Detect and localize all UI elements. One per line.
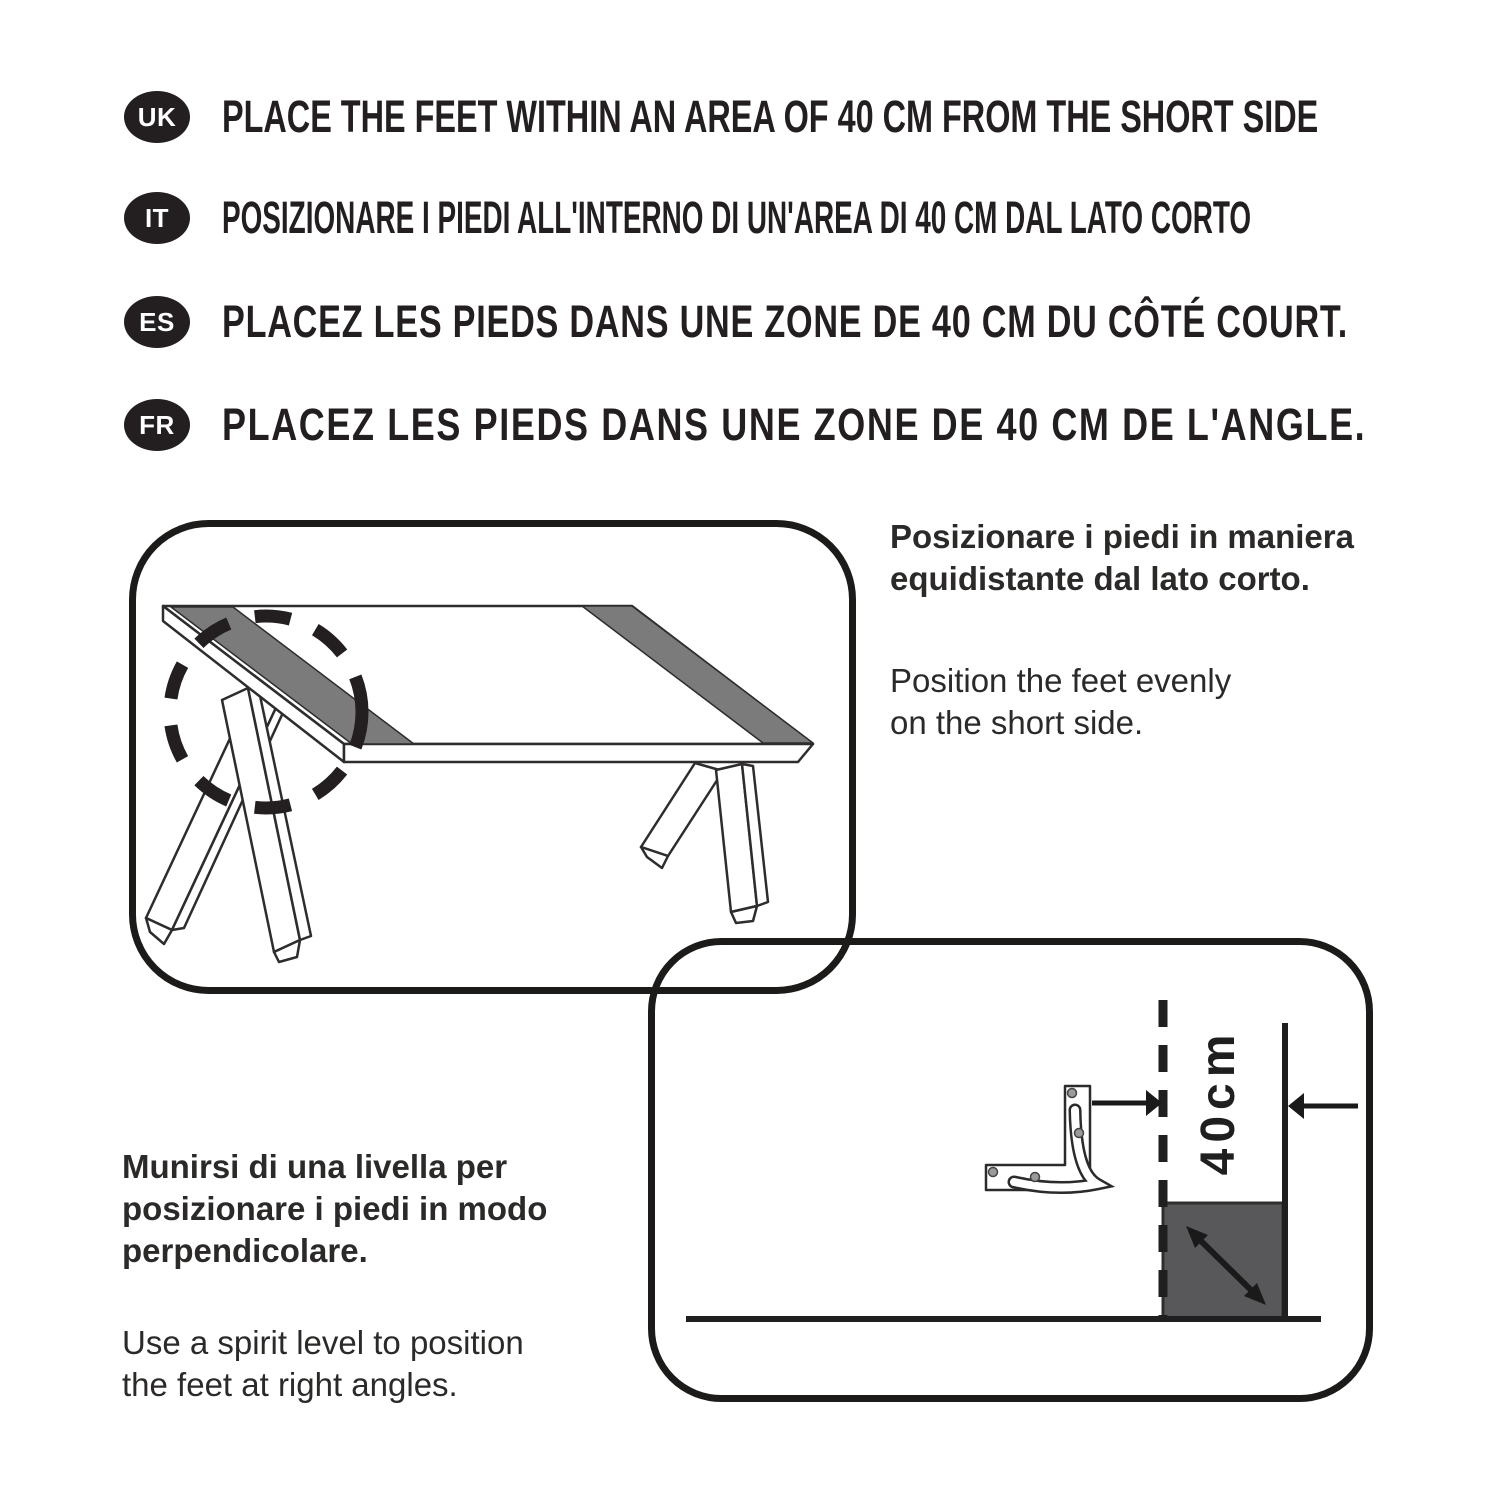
- corner-bracket-icon: [986, 1086, 1097, 1190]
- arrow-to-dashed-line: [1092, 1090, 1162, 1116]
- note-line: Use a spirit level to position: [122, 1324, 524, 1361]
- instruction-text-it: POSIZIONARE I PIEDI ALL'INTERNO DI UN'AREA DI 40 CM DAL LATO CORTO: [222, 192, 1252, 243]
- note-line: Position the feet evenly: [890, 662, 1232, 699]
- note-line: posizionare i piedi in modo: [122, 1190, 548, 1227]
- note-line: Munirsi di una livella per: [122, 1148, 508, 1185]
- note-line: Posizionare i piedi in maniera: [890, 518, 1354, 555]
- language-badge-uk: UK: [124, 91, 190, 143]
- dimension-label-40cm: 40cm: [1192, 1028, 1245, 1176]
- instruction-text-es: PLACEZ LES PIEDS DANS UNE ZONE DE 40 CM DU CÔTÉ COURT.: [222, 296, 1349, 347]
- note-line: the feet at right angles.: [122, 1366, 458, 1403]
- table-illustration: [146, 606, 813, 962]
- note-line: perpendicolare.: [122, 1232, 368, 1269]
- measurement-diagram: [686, 1000, 1358, 1319]
- language-badge-es: ES: [124, 296, 190, 348]
- language-badge-fr: FR: [124, 399, 190, 451]
- table-top-front-face: [344, 744, 813, 762]
- arrow-to-short-side: [1288, 1093, 1358, 1119]
- table-leg-right-pair: [641, 763, 768, 923]
- note-line: equidistante dal lato corto.: [890, 560, 1310, 597]
- instruction-text-fr: PLACEZ LES PIEDS DANS UNE ZONE DE 40 CM DE L'ANGLE.: [222, 399, 1367, 450]
- instruction-text-uk: PLACE THE FEET WITHIN AN AREA OF 40 CM FROM THE SHORT SIDE: [222, 91, 1319, 142]
- language-badge-it: IT: [124, 192, 190, 244]
- note-line: on the short side.: [890, 704, 1144, 741]
